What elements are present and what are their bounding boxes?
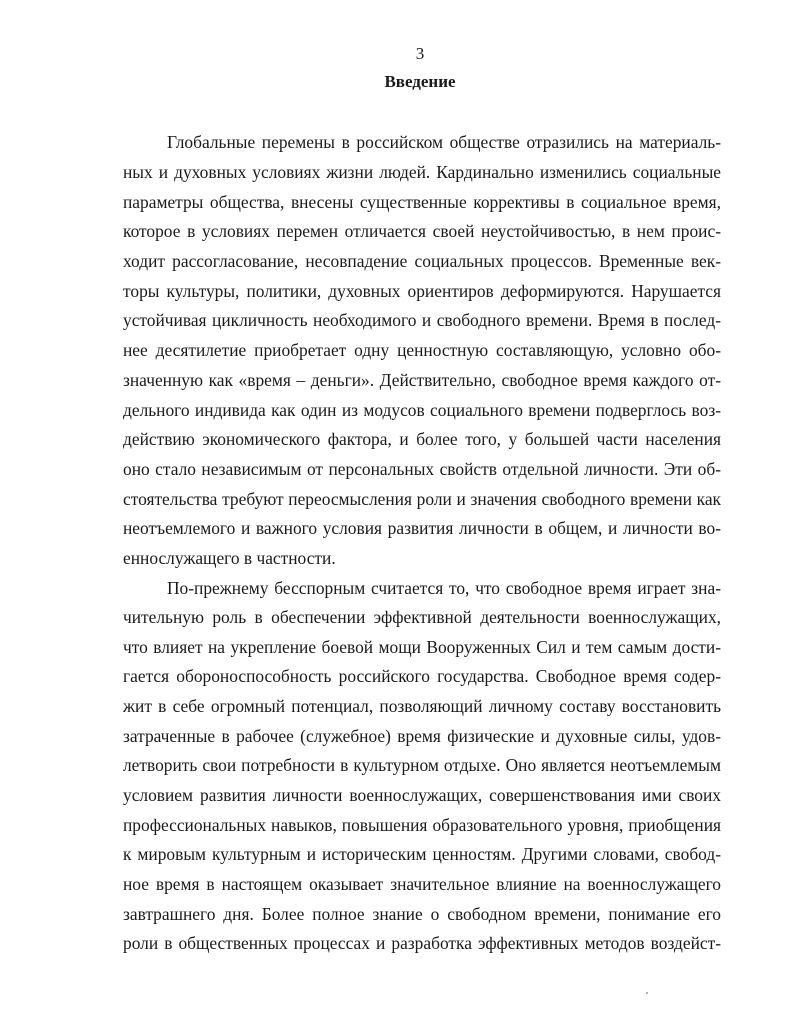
section-heading: Введение [384,72,456,91]
text-line: дельного индивида как один из модусов социального времени подверглось воз- [123,400,721,420]
text-line: торы культуры, политики, духовных ориентиров деформируются. Нарушается [123,281,721,301]
text-line: что влияет на укрепление боевой мощи Вооруженных Сил и тем самым дости- [123,637,721,657]
text-line: нее десятилетие приобретает одну ценностную составляющую, условно обо- [123,340,721,360]
text-line: роли в общественных процессах и разработка эффективных методов воздейст- [123,933,721,953]
text-line: завтрашнего дня. Более полное знание о свободном времени, понимание его [123,904,721,924]
text-line: По-прежнему бесспорным считается то, что свободное время играет зна- [167,578,721,598]
scan-speck [646,992,648,994]
text-line: к мировым культурным и историческим ценностям. Другими словами, свобод- [123,844,721,864]
text-line: устойчивая цикличность необходимого и свободного времени. Время в послед- [123,310,721,330]
text-line: ных и духовных условиях жизни людей. Кардинально изменились социальные [123,162,721,182]
text-line: оно стало независимым от персональных свойств отдельной личности. Эти об- [123,459,721,479]
text-line: стоятельства требуют переосмысления роли и значения свободного времени как [123,489,721,509]
text-line: ное время в настоящем оказывает значительное влияние на военнослужащего [123,874,721,894]
text-line: которое в условиях перемен отличается своей неустойчивостью, в нем проис- [123,221,721,241]
text-line: Глобальные перемены в российском обществе отразились на материаль- [167,132,721,152]
text-line: затраченные в рабочее (служебное) время физические и духовные силы, удов- [123,726,721,746]
text-line: жит в себе огромный потенциал, позволяющий личному составу восстановить [123,696,721,716]
text-line: гается обороноспособность российского государства. Свободное время содер- [123,666,721,686]
text-line: еннослужащего в частности. [123,548,336,568]
text-line: значенную как «время – деньги». Действительно, свободное время каждого от- [123,370,721,390]
page-number: 3 [415,44,425,63]
text-line: действию экономического фактора, и более того, у большей части населения [123,429,721,449]
text-line: ходит рассогласование, несовпадение социальных процессов. Временные век- [123,251,721,271]
text-line: чительную роль в обеспечении эффективной деятельности военнослужащих, [123,607,721,627]
text-line: условием развития личности военнослужащих, совершенствования ими своих [123,785,721,805]
text-line: параметры общества, внесены существенные коррективы в социальное время, [123,192,721,212]
text-line: профессиональных навыков, повышения образовательного уровня, приобщения [123,815,721,835]
text-line: летворить свои потребности в культурном отдыхе. Оно является неотъемлемым [123,755,721,775]
text-line: неотъемлемого и важного условия развития личности в общем, и личности во- [123,518,721,538]
